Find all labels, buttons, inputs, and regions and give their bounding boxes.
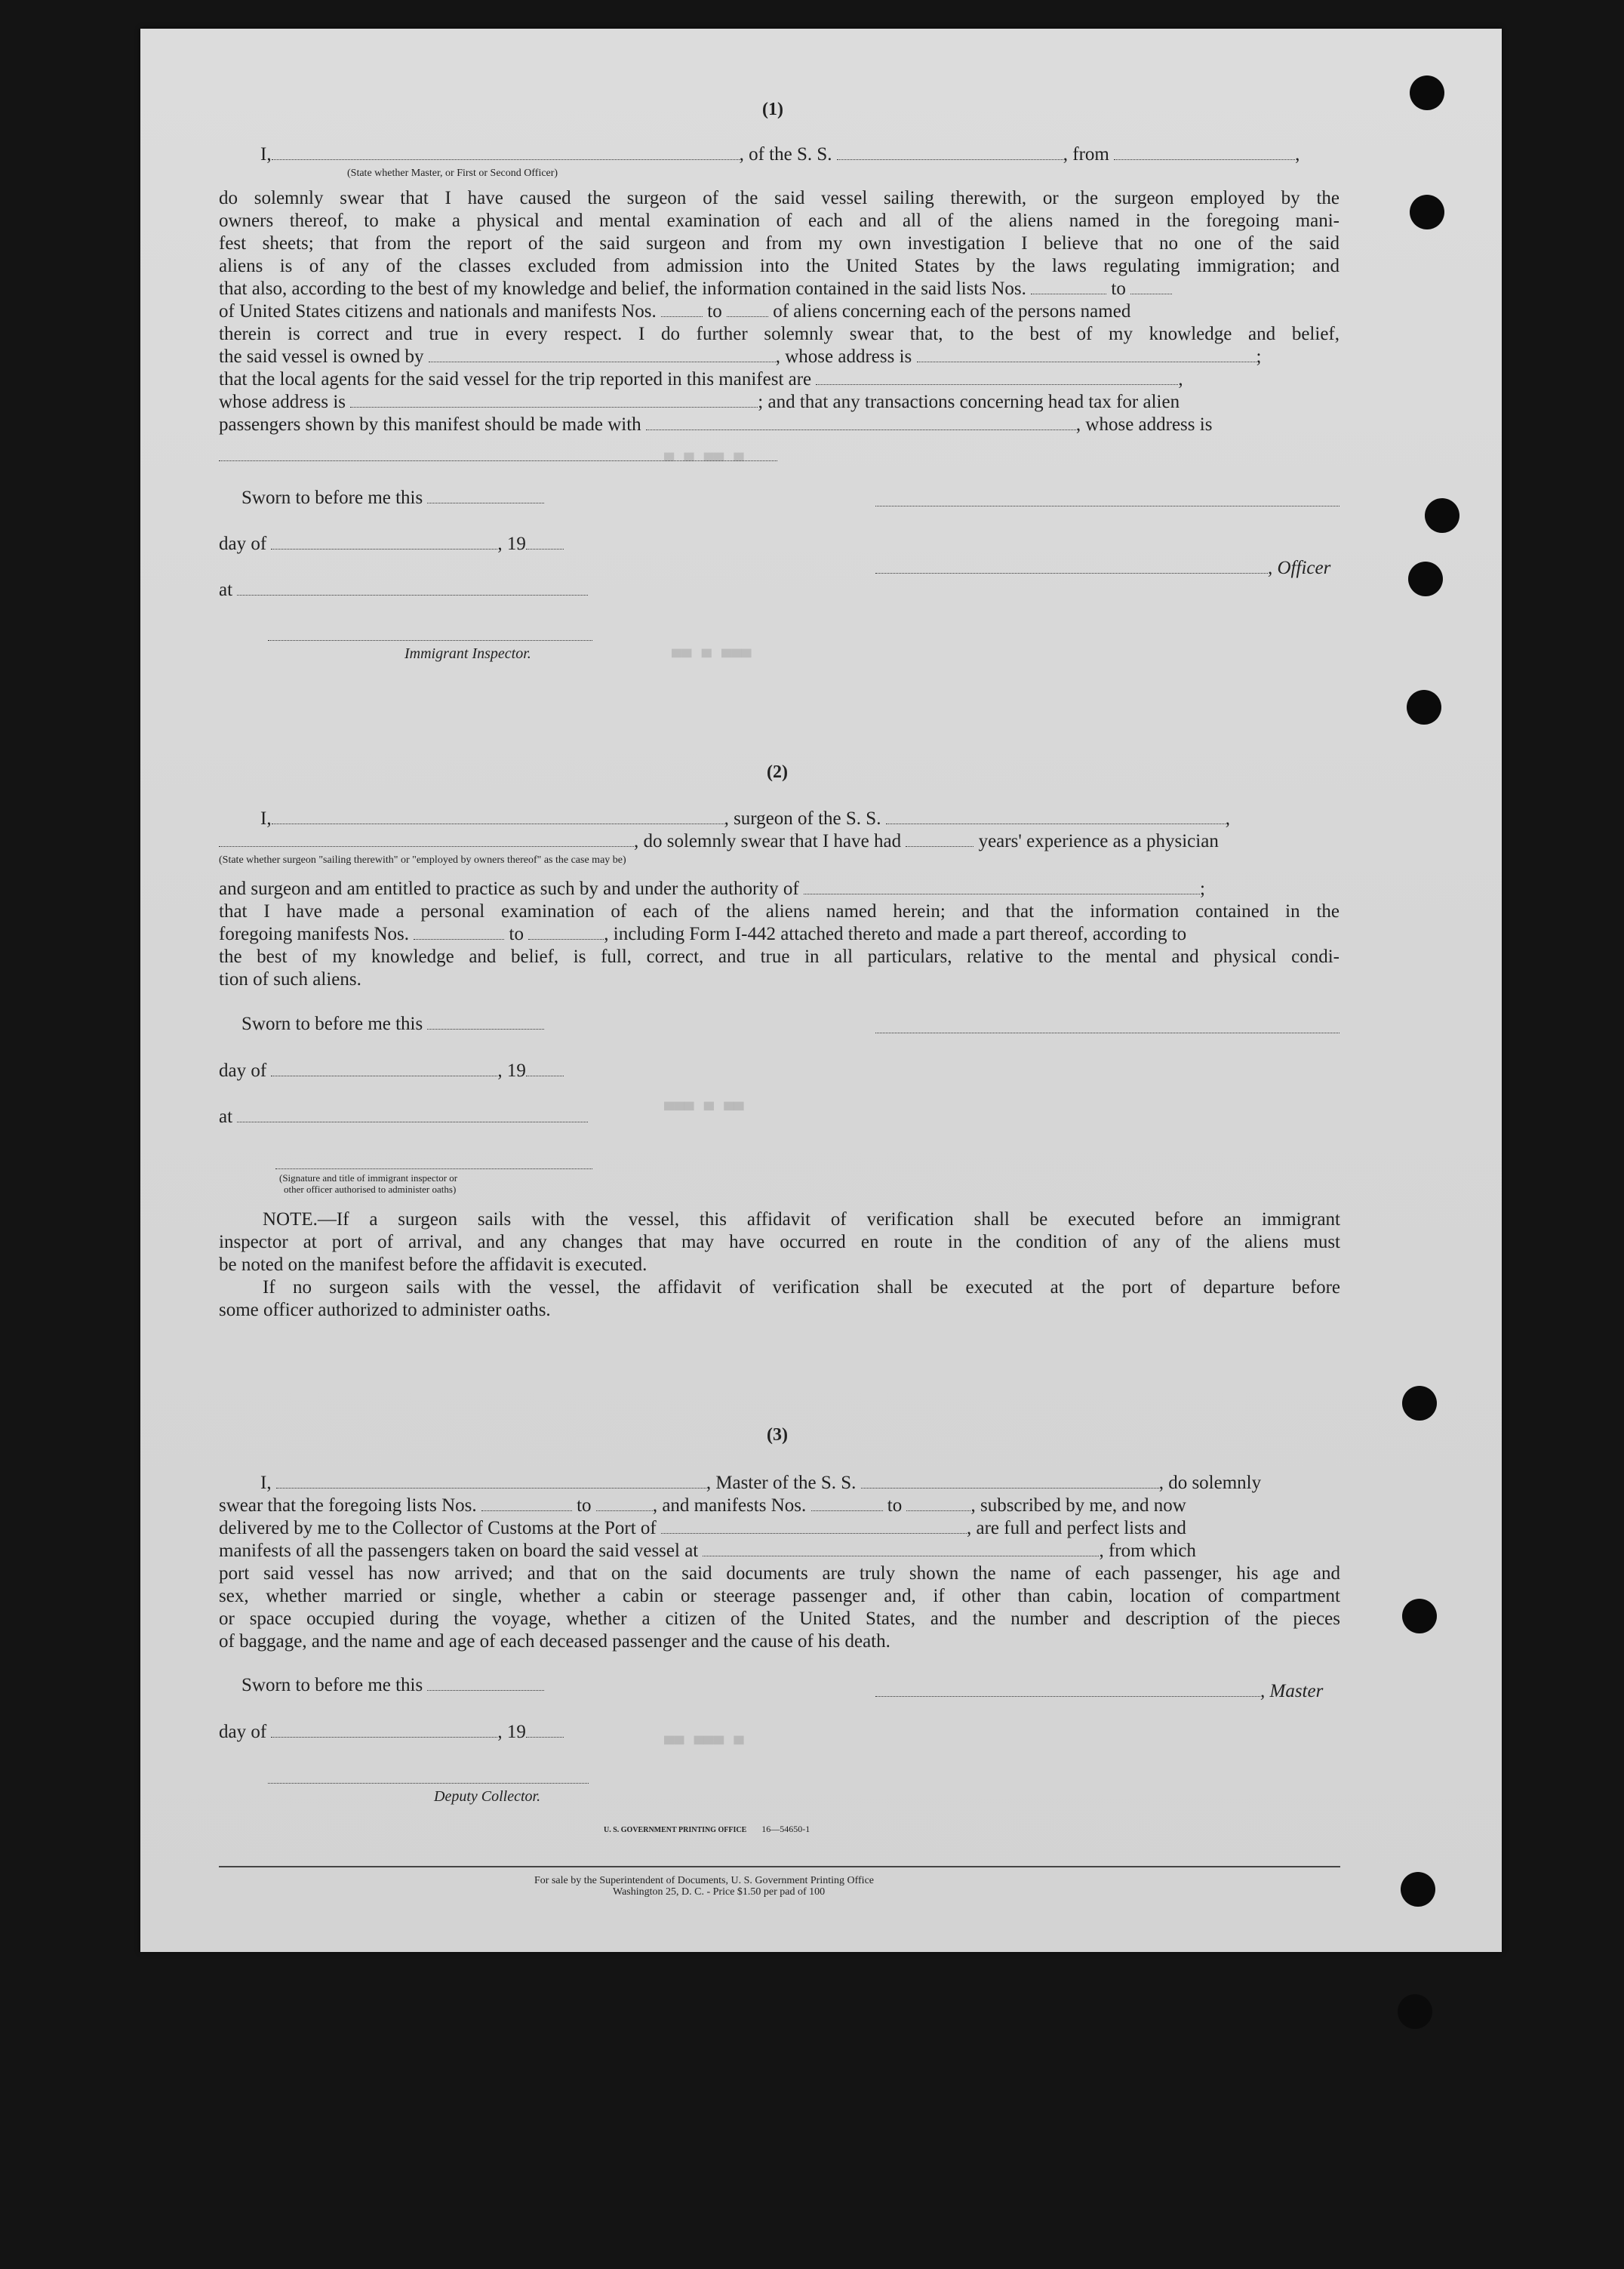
note-line: NOTE.—If a surgeon sails with the vessel, this affidavit of verification shall be executed before an immigrant [263,1209,1340,1230]
opening-text: I, [260,1473,272,1493]
body-text: , including Form I-442 attached thereto and made a part thereof, according to [604,924,1187,944]
section-2-heading: (2) [767,762,788,782]
section-2-body-line [219,878,1205,901]
officer-note: (State whether Master, or First or Second Officer) [347,168,558,179]
body-text: whose address is [219,392,346,412]
month-field[interactable] [271,1061,497,1076]
section-1-body-line: owners thereof, to make a physical and mental examination of each and all of the aliens named in the foregoing mani- [219,211,1339,231]
body-text: and surgeon and am entitled to practice as such by and under the authority of [219,879,799,899]
line-text: , from which [1099,1541,1196,1561]
lists-from-field[interactable] [1031,279,1106,294]
master-label: , Master [1260,1681,1324,1701]
section-2-body-line: that I have made a personal examination of each of the aliens named herein; and that the information contained in the [219,901,1339,922]
opening-text: , of the S. S. [739,144,832,165]
opening-text: , [1225,808,1230,829]
line-text: to [577,1495,592,1516]
day-of-text: day of [219,534,267,554]
opening-text: , do solemnly [1158,1473,1262,1493]
line-text: , subscribed by me, and now [970,1495,1186,1516]
body-text: ; and that any transactions concerning head tax for alien [758,392,1180,412]
note-line: If no surgeon sails with the vessel, the affidavit of verification shall be executed at the port of departure before [263,1277,1340,1298]
opening-text: I, [260,808,272,829]
inspector-signature-line[interactable] [268,640,592,641]
punch-hole [1402,1599,1437,1633]
section-3-heading: (3) [767,1425,788,1445]
manifests-to-field[interactable] [727,301,768,317]
vessel-name-field[interactable] [837,144,1063,160]
opening-text: , from [1063,144,1109,165]
section-1-body-line [219,278,1172,300]
line-text: years' experience as a physician [978,831,1219,851]
surgeon-status-field[interactable] [219,831,634,847]
manifests-from-field[interactable] [811,1495,883,1511]
sworn-label [241,487,544,510]
signature-note: (Signature and title of immigrant inspector or [279,1172,458,1184]
section-3-opening [260,1472,1261,1495]
section-1-body-line [219,414,1212,436]
place-field[interactable] [237,1107,588,1122]
section-3-line-4 [219,1540,1196,1562]
section-1-body-line: do solemnly swear that I have caused the surgeon of the said vessel sailing therewith, or the surgeon employed by the [219,188,1339,208]
inspector-caption: Immigrant Inspector. [404,645,531,662]
departure-port-field[interactable] [1114,144,1295,160]
section-3-line-3 [219,1517,1186,1540]
bleed-through-texture: ▀▀ ▀▀▀ ▀ [664,1736,744,1755]
head-tax-party-field[interactable] [646,414,1076,430]
sworn-day-field[interactable] [427,1014,544,1030]
line-text: , are full and perfect lists and [967,1518,1186,1538]
master-line [875,1680,1323,1703]
body-text: of aliens concerning each of the persons named [773,301,1131,322]
body-text: to [1111,279,1126,299]
sworn-day-field[interactable] [427,488,544,503]
manifests-to-field[interactable] [906,1495,970,1511]
sale-notice: Washington 25, D. C. - Price $1.50 per pad of 100 [613,1886,826,1898]
place-field[interactable] [237,580,588,596]
collector-caption: Deputy Collector. [434,1788,541,1805]
month-field[interactable] [271,534,497,550]
section-1-body-line: fest sheets; that from the report of the said surgeon and from my own investigation I believe that no one of the said [219,233,1339,254]
day-of-label [219,1721,564,1744]
lists-from-field[interactable] [481,1495,572,1511]
surgeon-name-field[interactable] [272,808,724,824]
master-signature-field[interactable] [875,1681,1260,1697]
port-field[interactable] [661,1518,967,1534]
body-text: to [707,301,722,322]
agents-address-field[interactable] [350,392,758,408]
manifests-from-field[interactable] [661,301,703,317]
vessel-name-field[interactable] [886,808,1226,824]
body-text: that also, according to the best of my knowledge and belief, the information contained in the said lists Nos. [219,279,1026,299]
vessel-name-field[interactable] [861,1473,1159,1489]
body-text: of United States citizens and nationals and manifests Nos. [219,301,657,322]
at-label [219,579,588,602]
body-text: , whose address is [1075,414,1213,435]
owner-address-field[interactable] [917,346,1256,362]
officer-name-field[interactable] [272,144,740,160]
section-3-body-line: port said vessel has now arrived; and that on the said documents are truly shown the name of each passenger, his age and [219,1563,1340,1584]
section-1-opening [260,143,1300,166]
manifests-from-field[interactable] [414,924,504,940]
day-of-label [219,533,564,556]
body-text: passengers shown by this manifest should be made with [219,414,641,435]
section-2-opening [260,808,1230,830]
year-text: , 19 [497,1061,526,1081]
year-text: , 19 [497,1722,526,1742]
punch-hole [1408,562,1443,596]
form-code: 16—54650-1 [761,1824,810,1834]
sworn-day-field[interactable] [427,1675,544,1691]
master-name-field[interactable] [276,1473,706,1489]
section-3-body-line: or space occupied during the voyage, whether a citizen of the United States, and the number and description of the pieces [219,1609,1340,1629]
at-text: at [219,1107,233,1127]
month-field[interactable] [271,1722,497,1738]
punch-hole [1407,690,1441,725]
bleed-through-texture: ▀▀▀ ▀ ▀▀ [664,1102,744,1121]
sworn-text: Sworn to before me this [241,488,423,508]
embarkation-port-field[interactable] [703,1541,1099,1556]
line-text: to [887,1495,903,1516]
section-2-body-line: the best of my knowledge and belief, is full, correct, and true in all particulars, relative to the mental and physical condi- [219,947,1339,967]
section-1-body-line: therein is correct and true in every respect. I do further solemnly swear that, to the best of my knowledge and belief, [219,324,1339,344]
line-text: , and manifests Nos. [652,1495,807,1516]
lists-to-field[interactable] [596,1495,653,1511]
body-text: , whose address is [775,346,912,367]
body-text: to [509,924,524,944]
collector-signature-line[interactable] [268,1783,589,1784]
punch-hole [1398,1994,1432,2029]
section-3-line-2 [219,1495,1186,1517]
opening-text: , surgeon of the S. S. [724,808,881,829]
section-1-body-line [219,391,1180,414]
line-text: delivered by me to the Collector of Customs at the Port of [219,1518,657,1538]
body-text: ; [1200,879,1205,899]
section-2-body-line: tion of such aliens. [219,969,361,990]
sworn-text: Sworn to before me this [241,1014,423,1034]
body-text: foregoing manifests Nos. [219,924,410,944]
lists-to-field[interactable] [1130,279,1172,294]
day-of-label [219,1060,564,1082]
punch-hole [1410,75,1444,110]
section-1-body-line [219,346,1261,368]
note-line: inspector at port of arrival, and any changes that may have occurred en route in the condition of any of the aliens must [219,1232,1340,1252]
section-3-body-line: sex, whether married or single, whether a cabin or steerage passenger and, if other than cabin, location of compartment [219,1586,1340,1606]
section-1-heading: (1) [762,100,783,119]
section-1-body-line [219,300,1130,323]
punch-hole [1410,195,1444,229]
note-line: be noted on the manifest before the affidavit is executed. [219,1255,647,1275]
body-text: the said vessel is owned by [219,346,424,367]
officer-label: , Officer [1268,558,1331,578]
line-text: swear that the foregoing lists Nos. [219,1495,477,1516]
owner-field[interactable] [429,346,776,362]
day-of-text: day of [219,1061,267,1081]
body-text: that the local agents for the said vessel for the trip reported in this manifest are [219,369,812,389]
bleed-through-texture: ▀ ▀ ▀▀ ▀ [664,453,744,472]
printing-office-imprint [604,1824,810,1836]
day-of-text: day of [219,1722,267,1742]
inspector-signature-line[interactable] [275,1168,592,1169]
punch-hole [1401,1872,1435,1907]
punch-hole [1425,498,1459,533]
manifests-to-field[interactable] [528,924,604,940]
opening-text: , Master of the S. S. [706,1473,857,1493]
note-line: some officer authorized to administer oaths. [219,1300,551,1320]
surgeon-note: (State whether surgeon "sailing therewith" or "employed by owners thereof" as the case may be) [219,854,626,866]
year-text: , 19 [497,534,526,554]
head-tax-address-field[interactable] [219,460,777,461]
years-field[interactable] [906,831,973,847]
year-field[interactable] [526,1722,564,1738]
section-1-body-line [219,368,1183,391]
sale-notice: For sale by the Superintendent of Documents, U. S. Government Printing Office [534,1875,874,1886]
opening-text: , [1295,144,1300,165]
opening-text: I, [260,144,272,165]
sworn-label [241,1674,544,1697]
authority-field[interactable] [804,879,1200,894]
at-label [219,1106,588,1128]
sworn-label [241,1013,544,1036]
at-text: at [219,580,233,600]
footer-rule [219,1866,1340,1867]
punch-hole [1402,1386,1437,1421]
section-2-line-2 [219,830,1219,853]
section-2-body-line [219,923,1186,946]
year-field[interactable] [526,534,564,550]
year-field[interactable] [526,1061,564,1076]
body-text: ; [1256,346,1262,367]
line-text: , do solemnly swear that I have had [634,831,902,851]
bleed-through-texture: ▀▀ ▀ ▀▀▀ [672,649,752,668]
local-agents-field[interactable] [816,369,1178,385]
officer-line [875,557,1330,580]
officer-signature-field[interactable] [875,558,1268,574]
signature-note: other officer authorised to administer oaths) [284,1184,457,1195]
printing-office-text: U. S. GOVERNMENT PRINTING OFFICE [604,1826,747,1834]
body-text: , [1178,369,1183,389]
sworn-text: Sworn to before me this [241,1675,423,1695]
section-3-body-line: of baggage, and the name and age of each deceased passenger and the cause of his death. [219,1631,890,1652]
line-text: manifests of all the passengers taken on board the said vessel at [219,1541,699,1561]
section-1-body-line: aliens is of any of the classes excluded from admission into the United States by the laws regulating immigration; and [219,256,1339,276]
